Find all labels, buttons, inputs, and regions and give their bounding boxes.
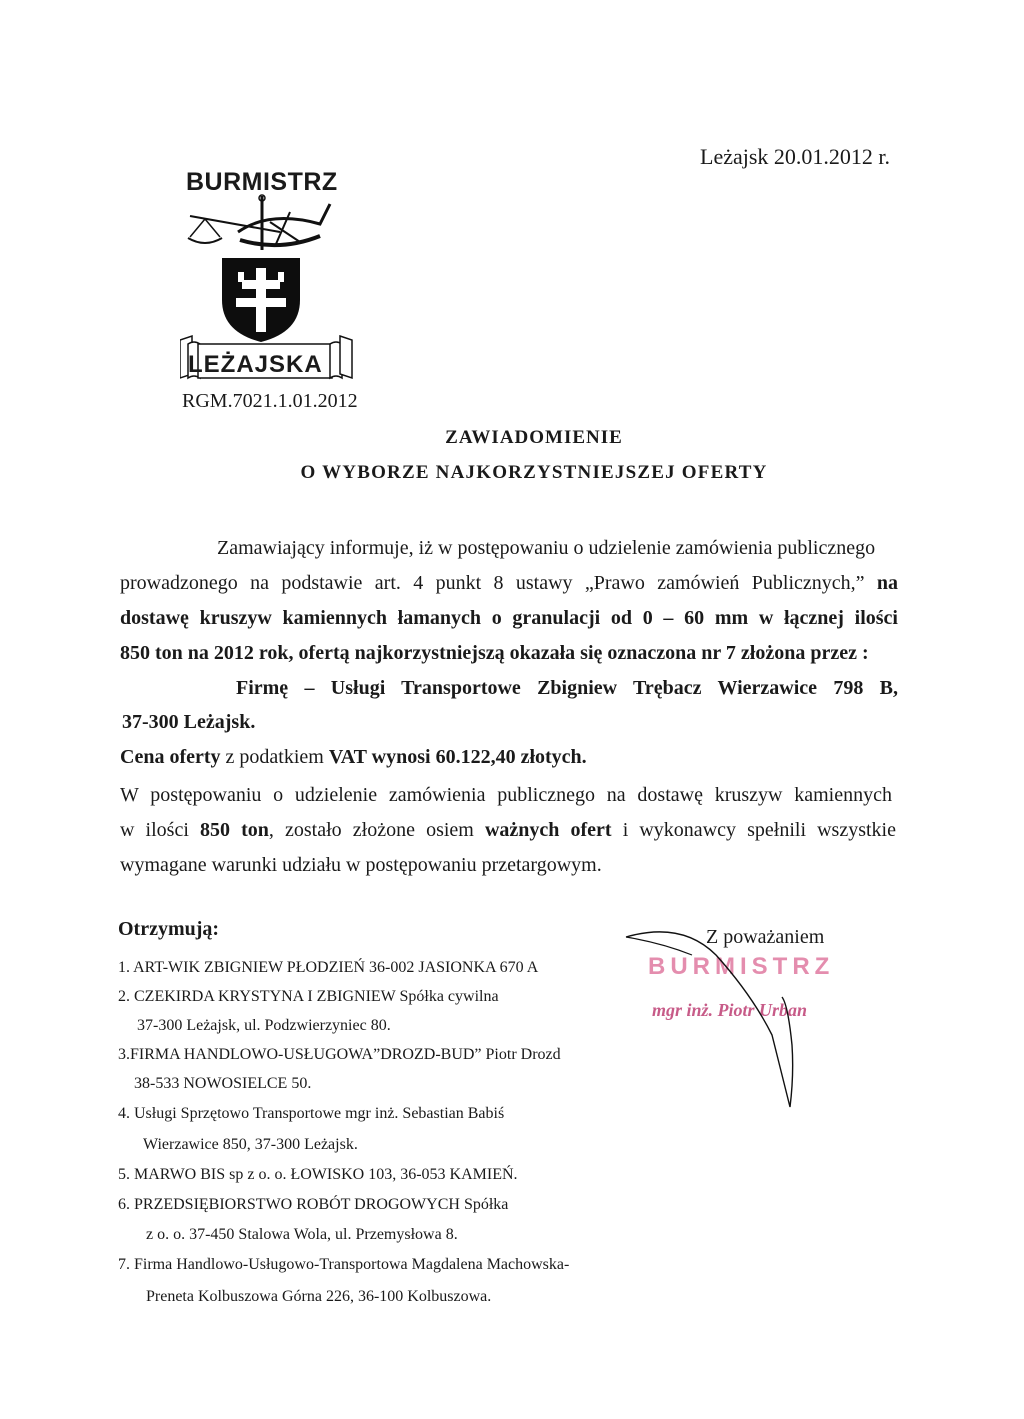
official-stamp-title: BURMISTRZ	[648, 953, 835, 980]
body-text: VAT	[328, 746, 367, 768]
body-text: ważnych ofert	[484, 819, 612, 841]
document-date: Leżajsk 20.01.2012 r.	[700, 144, 891, 169]
body-text: i wykonawcy spełnili wszystkie	[622, 819, 896, 841]
recipient-line: 7. Firma Handlowo-Usługowo-Transportowa Magdalena Machowska-	[118, 1256, 570, 1273]
recipient-line: 37-300 Leżajsk, ul. Podzwierzyniec 80.	[137, 1017, 391, 1034]
body-line	[120, 818, 896, 842]
body-line	[120, 571, 898, 595]
recipient-line: 1. ART-WIK ZBIGNIEW PŁODZIEŃ 36-002 JASIONKA 670 A	[118, 959, 539, 976]
document-title: ZAWIADOMIENIE	[445, 427, 623, 448]
winning-firm-address: 37-300 Leżajsk.	[122, 711, 256, 733]
body-text: 850 ton	[200, 819, 269, 841]
body-line: Zamawiający informuje, iż w postępowaniu o udzielenie zamówienia publicznego	[217, 537, 876, 559]
recipient-line: z o. o. 37-450 Stalowa Wola, ul. Przemysłowa 8.	[146, 1226, 458, 1243]
body-text: prowadzonego na podstawie art. 4 punkt 8 ustawy „Prawo zamówień Publicznych,”	[120, 572, 865, 594]
body-text: w ilości	[120, 819, 189, 841]
recipients-heading: Otrzymują:	[118, 918, 220, 940]
reference-number: RGM.7021.1.01.2012	[182, 390, 358, 412]
official-stamp-name: mgr inż. Piotr Urban	[652, 1000, 808, 1020]
recipient-line: Wierzawice 850, 37-300 Leżajsk.	[143, 1136, 358, 1153]
body-line: dostawę kruszyw kamiennych łamanych o granulacji od 0 – 60 mm w łącznej ilości	[120, 607, 898, 629]
body-text: 60.122,40 złotych.	[435, 746, 587, 768]
winning-firm: Firmę – Usługi Transportowe Zbigniew Trębacz Wierzawice 798 B,	[236, 677, 898, 699]
recipient-line: 6. PRZEDSIĘBIORSTWO ROBÓT DROGOWYCH Spółka	[118, 1196, 509, 1213]
recipient-line: 38-533 NOWOSIELCE 50.	[134, 1075, 312, 1092]
offer-price	[120, 745, 587, 769]
emblem-ribbon-text: LEŻAJSKA	[188, 351, 323, 378]
body-line: 850 ton na 2012 rok, ofertą najkorzystniejszą okazała się oznaczona nr 7 złożona przez :	[120, 642, 869, 664]
recipient-line: 4. Usługi Sprzętowo Transportowe mgr inż. Sebastian Babiś	[118, 1105, 505, 1122]
document-subtitle: O WYBORZE NAJKORZYSTNIEJSZEJ OFERTY	[300, 462, 768, 483]
recipient-line: Preneta Kolbuszowa Górna 226, 36-100 Kolbuszowa.	[146, 1288, 492, 1305]
body-line: wymagane warunki udziału w postępowaniu przetargowym.	[120, 854, 602, 876]
body-text: na	[876, 572, 898, 594]
recipient-line: 3.FIRMA HANDLOWO-USŁUGOWA”DROZD-BUD” Piotr Drozd	[118, 1046, 561, 1063]
emblem-title: BURMISTRZ	[186, 168, 338, 196]
body-text: z podatkiem	[220, 746, 329, 768]
closing-regards: Z poważaniem	[706, 926, 825, 948]
body-text: Cena oferty	[120, 746, 221, 768]
body-text: , zostało złożone osiem	[268, 819, 474, 841]
recipient-line: 5. MARWO BIS sp z o. o. ŁOWISKO 103, 36-053 KAMIEŃ.	[118, 1166, 518, 1183]
recipient-line: 2. CZEKIRDA KRYSTYNA I ZBIGNIEW Spółka cywilna	[118, 988, 499, 1005]
body-line: W postępowaniu o udzielenie zamówienia publicznego na dostawę kruszyw kamiennych	[120, 784, 892, 806]
body-text: wynosi	[366, 746, 436, 768]
handwritten-signature	[622, 925, 842, 1115]
